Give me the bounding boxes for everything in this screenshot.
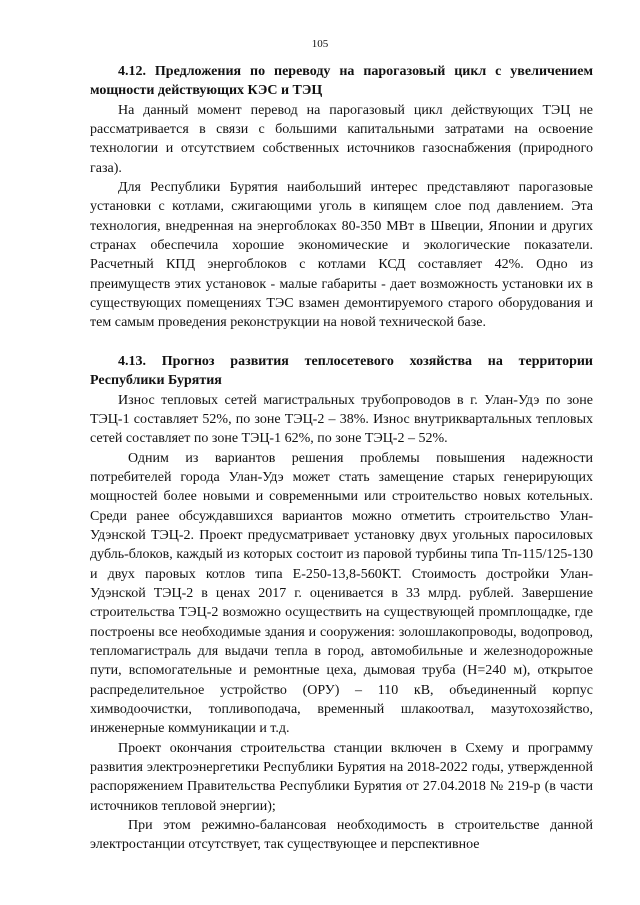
document-body xyxy=(90,62,593,855)
paragraph: Износ тепловых сетей магистральных трубопроводов в г. Улан-Удэ по зоне ТЭЦ-1 составляет 52%, по зоне ТЭЦ-2 – 38%. Износ внутриквартальных тепловых сетей составляет по зоне ТЭЦ-1 62%, по зоне ТЭЦ-2 – 52%. xyxy=(90,392,593,447)
paragraph: Одним из вариантов решения проблемы повышения надежности потребителей города Улан-Удэ может стать замещение старых генерирующих мощностей более новыми и современными или строительство новых котельных. Среди ранее обсуждавшихся вариантов можно отметить строительство Улан-Удэнской ТЭЦ-2. Проект предусматривает установку двух угольных паросиловых дубль-блоков, каждый из которых состоит из паровой турбины типа Тп-115/125-130 и двух паровых котлов типа Е-250-13,8-560КТ. Стоимость достройки Улан-Удэнской ТЭЦ-2 в ценах 2017 г. оценивается в 33 млрд. рублей. Завершение строительства ТЭЦ-2 возможно осуществить на существующей промплощадке, где построены все необходимые здания и сооружения: золошлакопроводы, водопровод, тепломагистраль для выдачи тепла в город, автомобильные и железнодорожные пути, вспомогательные и ремонтные цеха, дымовая труба (Н=240 м), открытое распределительное устройство (ОРУ) – 110 кВ, объединенный корпус химводоочистки, топливоподача, временный шлакоотвал, мазутохозяйство, инженерные коммуникации и т.д. xyxy=(90,450,593,737)
paragraph: Для Республики Бурятия наибольший интерес представляют парогазовые установки с котлами, сжигающими уголь в кипящем слое под давлением. Эта технология, внедренная на энергоблоках 80-350 МВт в Швеции, Японии и других странах обеспечила хорошие экономические и экологические показатели. Расчетный КПД энергоблоков с котлами КСД составляет 42%. Одно из преимуществ этих установок - малые габариты - дает возможность установки их в существующих помещениях ТЭС взамен демонтируемого старого оборудования и тем самым проведения реконструкции на новой технической базе. xyxy=(90,180,593,331)
paragraph: При этом режимно-балансовая необходимость в строительстве данной электростанции отсутствует, так существующее и перспективное xyxy=(90,818,593,853)
section-heading-4-13: 4.13. Прогноз развития теплосетевого хозяйства на территории Республики Бурятия xyxy=(90,353,593,389)
page-number: 105 xyxy=(311,38,329,50)
paragraph: На данный момент перевод на парогазовый цикл действующих ТЭЦ не рассматривается в связи с большими капитальными затратами на освоение технологии и отсутствием собственных источников газоснабжения (природного газа). xyxy=(90,102,593,176)
section-heading-4-12: 4.12. Предложения по переводу на парогазовый цикл с увеличением мощности действующих КЭС и ТЭЦ xyxy=(90,64,593,99)
section-spacer xyxy=(90,333,593,352)
paragraph: Проект окончания строительства станции включен в Схему и программу развития электроэнергетики Республики Бурятия на 2018-2022 годы, утвержденной распоряжением Правительства Республики Бурятия от 27.04.2018 № 219-р (в части источников тепловой энергии); xyxy=(90,740,593,814)
